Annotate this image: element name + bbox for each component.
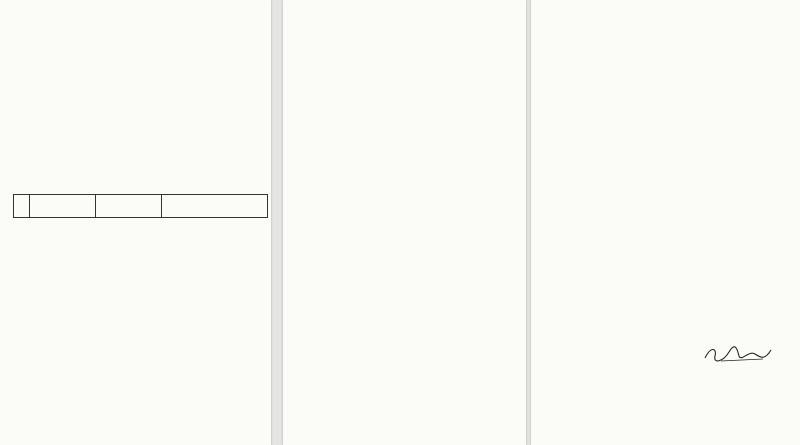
table-header-row	[14, 194, 268, 218]
document-page-2	[283, 0, 526, 445]
column-header	[162, 195, 268, 217]
schedule-table	[13, 194, 268, 218]
document-page-1	[0, 0, 271, 445]
column-header	[30, 195, 96, 217]
column-header	[96, 195, 162, 217]
signature-scribble-icon	[701, 344, 775, 366]
column-header	[14, 195, 30, 217]
document-page-3	[531, 0, 800, 445]
notification-paragraph	[14, 94, 266, 176]
